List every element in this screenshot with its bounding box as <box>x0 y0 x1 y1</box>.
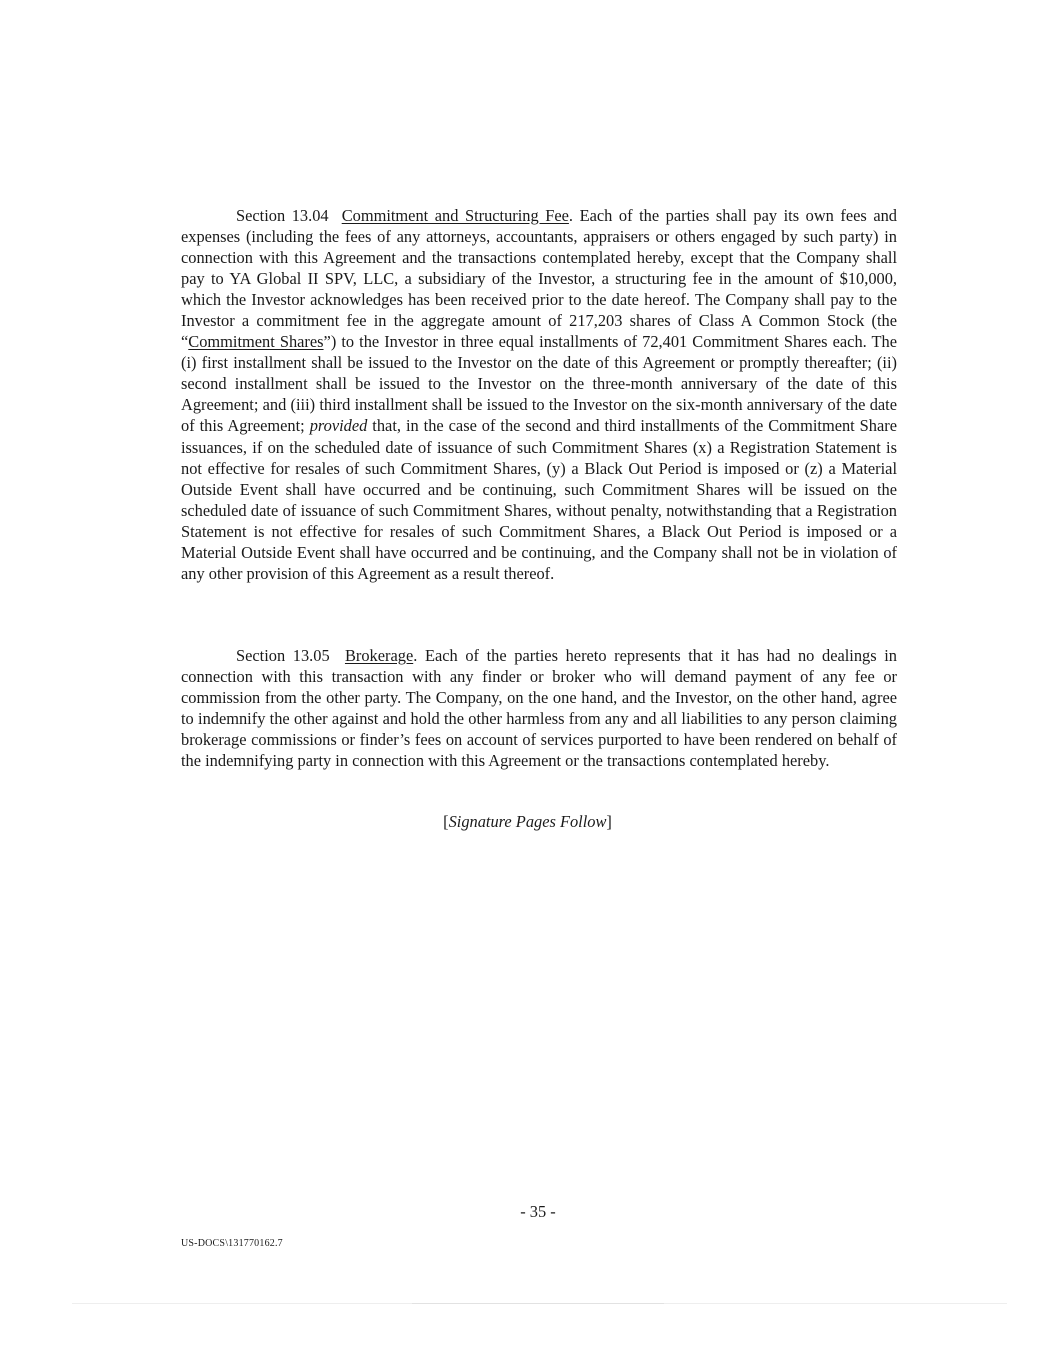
signature-note-open: [ <box>443 812 449 831</box>
defined-term-commitment-shares: Commitment Shares <box>188 332 324 352</box>
signature-note-close: ] <box>606 812 612 831</box>
signature-note-text: Signature Pages Follow <box>448 812 607 831</box>
section-13-04-text-c: that, in the case of the second and third installments of the Commitment Share issuances, if on the scheduled date of issuance of such Commitment Shares (x) a Registration Statement is not effective for resales of such Commitment Shares, (y) a Black Out Period is imposed or (z) a Material Outside Event shall have occurred and be continuing, such Commitment Shares will be issued on the scheduled date of issuance of such Commitment Shares, without penalty, notwithstanding that a Registration Statement is not effective for resales of such Commitment Shares, a Black Out Period is imposed or a Material Outside Event shall have occurred and be continuing, and the Company shall not be in violation of any other provision of this Agreement as a result thereof. <box>181 416 897 583</box>
section-13-04-text-b: ”) to the Investor in three equal installments of 72,401 Commitment Shares each. The (i) first installment shall be issued to the Investor on the date of this Agreement or promptly thereafter; (ii) second installment shall be issued to the Investor on the three-month anniversary of the date of this Agreement; and (iii) third installment shall be issued to the Investor on the six-month anniversary of the date of this Agreement; <box>181 332 897 436</box>
page-number: - 35 - <box>520 1202 556 1221</box>
section-13-05-text: . Each of the parties hereto represents that it has had no dealings in connection with this transaction with any finder or broker who will demand payment of any fee or commission from the other party. The Company, on the one hand, and the Investor, on the other hand, agree to indemnify the other against and hold the other harmless from any and all liabilities to any person claiming brokerage commissions or finder’s fees on account of services purported to have been rendered on behalf of the indemnifying party in connection with this Agreement or the transactions contemplated hereby. <box>181 646 897 771</box>
section-13-04-text-a: . Each of the parties shall pay its own fees and expenses (including the fees of any attorneys, accountants, appraisers or others engaged by such party) in connection with this Agreement and the transactions contemplated hereby, except that the Company shall pay to YA Global II SPV, LLC, a subsidiary of the Investor, a structuring fee in the amount of $10,000, which the Investor acknowledges has been received prior to the date hereof. The Company shall pay to the Investor a commitment fee in the aggregate amount of 217,203 shares of Class A Common Stock (the “ <box>181 206 897 352</box>
provided-italic: provided <box>309 416 368 436</box>
signature-pages-follow-note <box>0 811 1055 832</box>
document-id: US-DOCS\131770162.7 <box>181 1238 283 1249</box>
section-13-05-number: Section 13.05 <box>236 646 330 665</box>
section-13-04-paragraph <box>181 205 897 584</box>
section-13-04-heading: Commitment and Structuring Fee <box>341 206 569 225</box>
section-13-05-heading: Brokerage <box>344 646 414 665</box>
section-13-04-number: Section 13.04 <box>236 206 329 225</box>
footer-divider-center <box>412 1303 664 1304</box>
section-13-05-paragraph <box>181 645 897 771</box>
